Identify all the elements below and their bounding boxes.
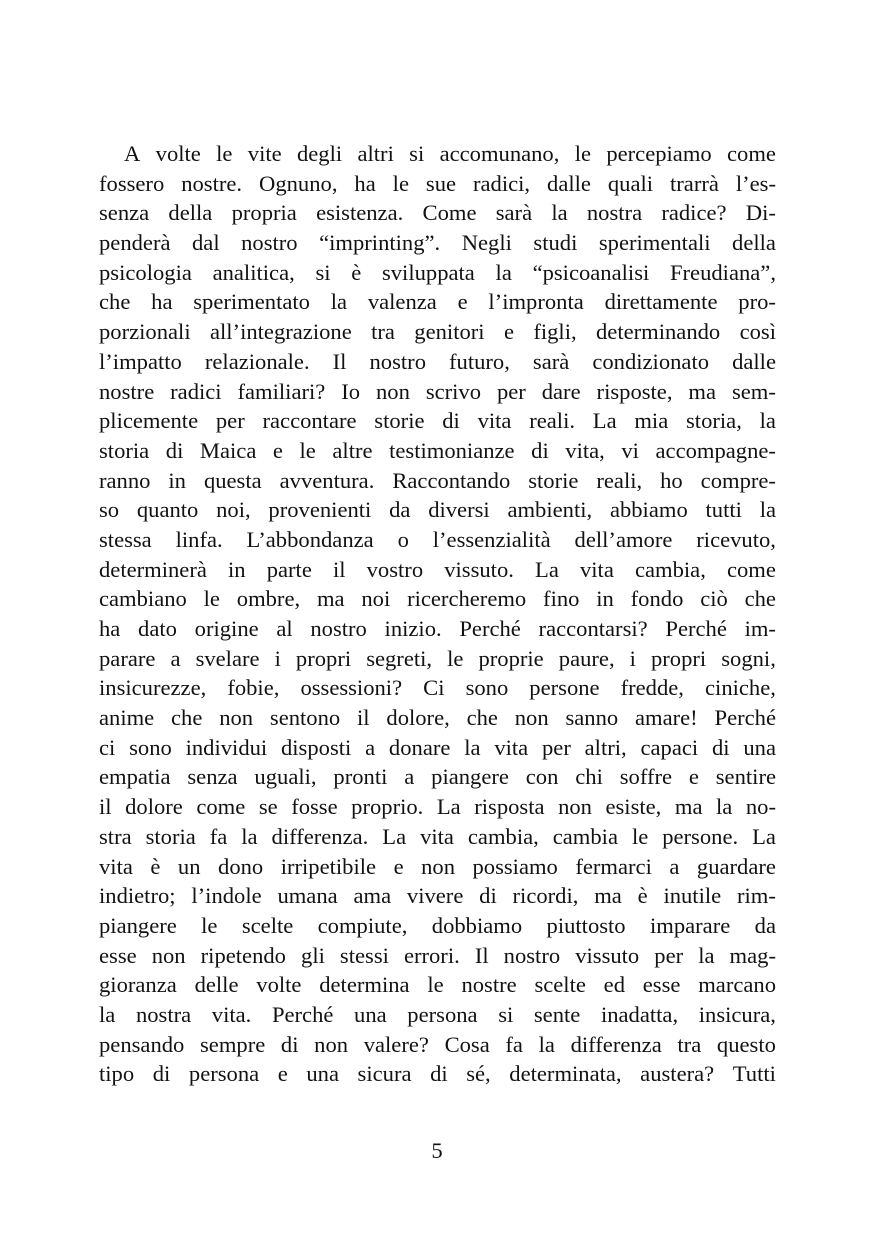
text-line: vita è un dono irripetibile e non possiamo fermarci a guardare	[99, 853, 776, 879]
body-text	[99, 139, 776, 1089]
text-line: il dolore come se fosse proprio. La risposta non esiste, ma la no-	[99, 794, 776, 820]
text-line: la nostra vita. Perché una persona si sente inadatta, insicura,	[99, 1001, 776, 1027]
text-line: indietro; l’indole umana ama vivere di ricordi, ma è inutile rim-	[99, 883, 776, 909]
text-line: empatia senza uguali, pronti a piangere con chi soffre e sentire	[99, 764, 776, 790]
text-line: nostre radici familiari? Io non scrivo per dare risposte, ma sem-	[99, 378, 776, 404]
text-line: parare a svelare i propri segreti, le proprie paure, i propri sogni,	[99, 645, 776, 671]
text-line: piangere le scelte compiute, dobbiamo piuttosto imparare da	[99, 912, 776, 938]
text-line: penderà dal nostro “imprinting”. Negli studi sperimentali della	[99, 230, 776, 256]
text-line: psicologia analitica, si è sviluppata la “psicoanalisi Freudiana”,	[99, 259, 776, 285]
text-line: porzionali all’integrazione tra genitori e figli, determinando così	[99, 319, 776, 345]
text-line: ci sono individui disposti a donare la vita per altri, capaci di una	[99, 734, 776, 760]
text-line: pensando sempre di non valere? Cosa fa la differenza tra questo	[99, 1031, 776, 1057]
text-line: storia di Maica e le altre testimonianze di vita, vi accompagne-	[99, 437, 776, 463]
text-line: ranno in questa avventura. Raccontando storie reali, ho compre-	[99, 467, 776, 493]
text-line: cambiano le ombre, ma noi ricercheremo fino in fondo ciò che	[99, 586, 776, 612]
text-line: plicemente per raccontare storie di vita reali. La mia storia, la	[99, 408, 776, 434]
text-line: l’impatto relazionale. Il nostro futuro, sarà condizionato dalle	[99, 348, 776, 374]
text-line: stra storia fa la differenza. La vita cambia, cambia le persone. La	[99, 823, 776, 849]
text-line: so quanto noi, provenienti da diversi ambienti, abbiamo tutti la	[99, 497, 776, 523]
text-line: A volte le vite degli altri si accomunano, le percepiamo come	[124, 141, 776, 166]
text-line: gioranza delle volte determina le nostre scelte ed esse marcano	[99, 972, 776, 998]
text-line: stessa linfa. L’abbondanza o l’essenzialità dell’amore ricevuto,	[99, 526, 776, 552]
text-line: determinerà in parte il vostro vissuto. La vita cambia, come	[99, 556, 776, 582]
text-line: che ha sperimentato la valenza e l’impronta direttamente pro-	[99, 289, 776, 315]
text-line: fossero nostre. Ognuno, ha le sue radici, dalle quali trarrà l’es-	[99, 170, 776, 196]
text-line: esse non ripetendo gli stessi errori. Il nostro vissuto per la mag-	[99, 942, 776, 968]
text-line: insicurezze, fobie, ossessioni? Ci sono persone fredde, ciniche,	[99, 675, 776, 701]
text-line: ha dato origine al nostro inizio. Perché raccontarsi? Perché im-	[99, 616, 776, 641]
text-line: anime che non sentono il dolore, che non sanno amare! Perché	[99, 705, 776, 731]
page-number: 5	[431, 1138, 443, 1163]
text-line: tipo di persona e una sicura di sé, determinata, austera? Tutti	[99, 1061, 776, 1087]
text-line: senza della propria esistenza. Come sarà la nostra radice? Di-	[99, 200, 776, 226]
